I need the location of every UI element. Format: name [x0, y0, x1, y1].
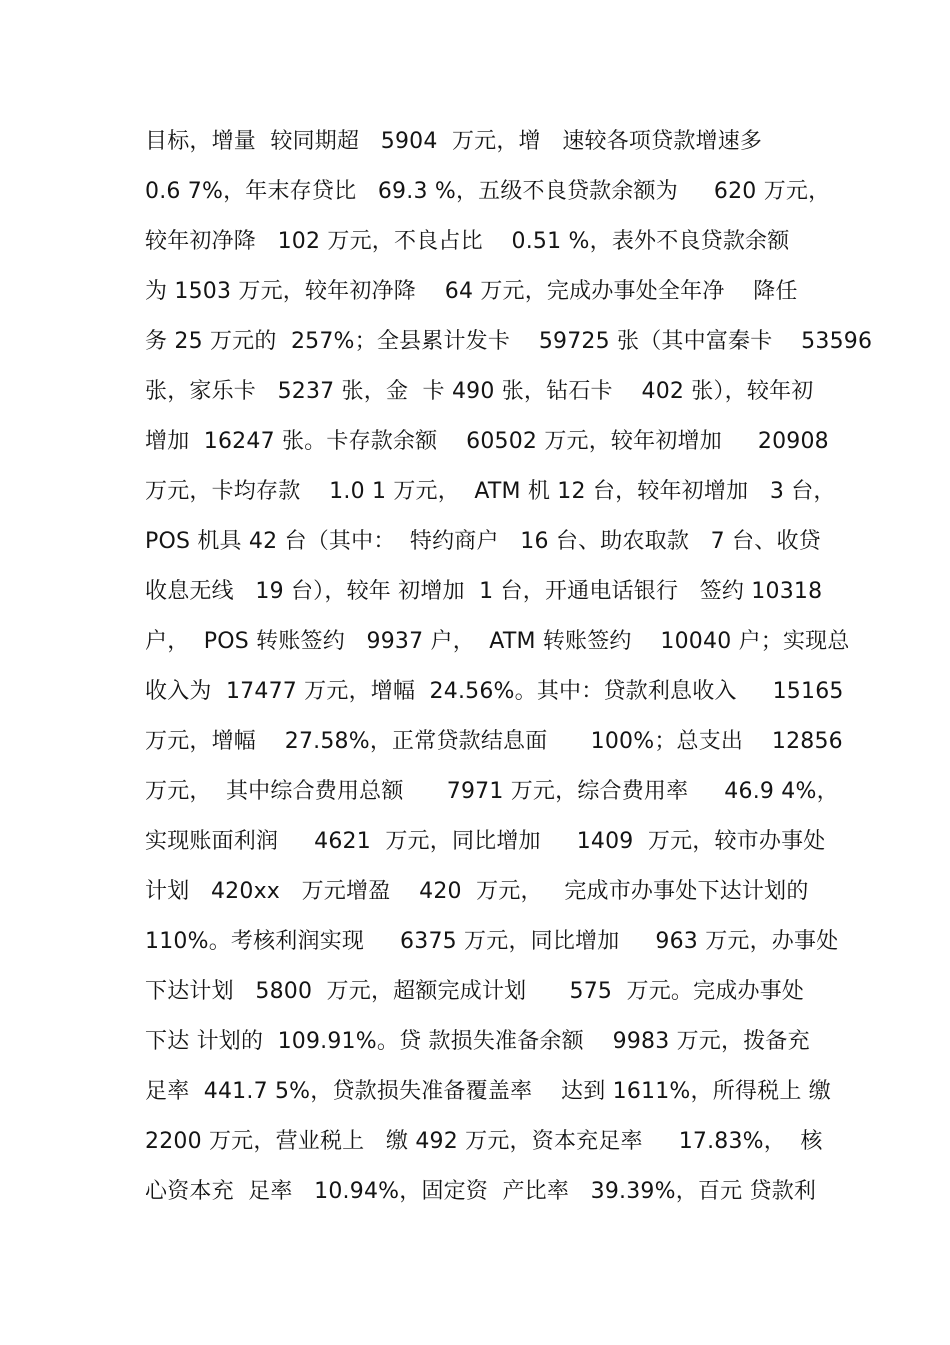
text-line: 足率 441.7 5%，贷款损失准备覆盖率 达到 1611%，所得税上 缴: [145, 1079, 831, 1104]
text-line: 0.6 7%，年末存贷比 69.3 %，五级不良贷款余额为 620 万元，: [145, 179, 831, 204]
text-line: 收入为 17477 万元，增幅 24.56%。其中：贷款利息收入 15165: [145, 679, 844, 704]
text-line: 万元，卡均存款 1.0 1 万元， ATM 机 12 台，较年初增加 3 台，: [145, 479, 836, 504]
text-line: 目标，增量 较同期超 5904 万元，增 速较各项贷款增速多: [145, 129, 763, 154]
text-line: 计划 420xx 万元增盈 420 万元， 完成市办事处下达计划的: [145, 879, 809, 904]
body-text: [145, 122, 873, 1222]
text-line: 下达计划 5800 万元，超额完成计划 575 万元。完成办事处: [145, 979, 805, 1004]
text-line: 万元， 其中综合费用总额 7971 万元，综合费用率 46.9 4%，: [145, 779, 839, 804]
text-line: 收息无线 19 台），较年 初增加 1 台，开通电话银行 签约 10318: [145, 579, 823, 604]
text-line: 增加 16247 张。卡存款余额 60502 万元，较年初增加 20908: [145, 429, 829, 454]
text-line: 户， POS 转账签约 9937 户， ATM 转账签约 10040 户；实现总: [145, 629, 850, 654]
text-line: 较年初净降 102 万元，不良占比 0.51 %，表外不良贷款余额: [145, 229, 790, 254]
text-line: 万元，增幅 27.58%，正常贷款结息面 100%；总支出 12856: [145, 729, 843, 754]
text-line: 务 25 万元的 257%；全县累计发卡 59725 张（其中富秦卡 53596: [145, 329, 873, 354]
text-line: POS 机具 42 台（其中： 特约商户 16 台、助农取款 7 台、收贷: [145, 529, 821, 554]
text-line: 实现账面利润 4621 万元，同比增加 1409 万元，较市办事处: [145, 829, 826, 854]
text-line: 张，家乐卡 5237 张，金 卡 490 张，钻石卡 402 张），较年初: [145, 379, 814, 404]
text-line: 下达 计划的 109.91%。贷 款损失准备余额 9983 万元，拨备充: [145, 1029, 810, 1054]
text-line: 110%。考核利润实现 6375 万元，同比增加 963 万元，办事处: [145, 929, 839, 954]
text-line: 为 1503 万元，较年初净降 64 万元，完成办事处全年净 降任: [145, 279, 798, 304]
text-line: 2200 万元，营业税上 缴 492 万元，资本充足率 17.83%， 核: [145, 1129, 823, 1154]
text-line: 心资本充 足率 10.94%，固定资 产比率 39.39%，百元 贷款利: [145, 1179, 817, 1204]
